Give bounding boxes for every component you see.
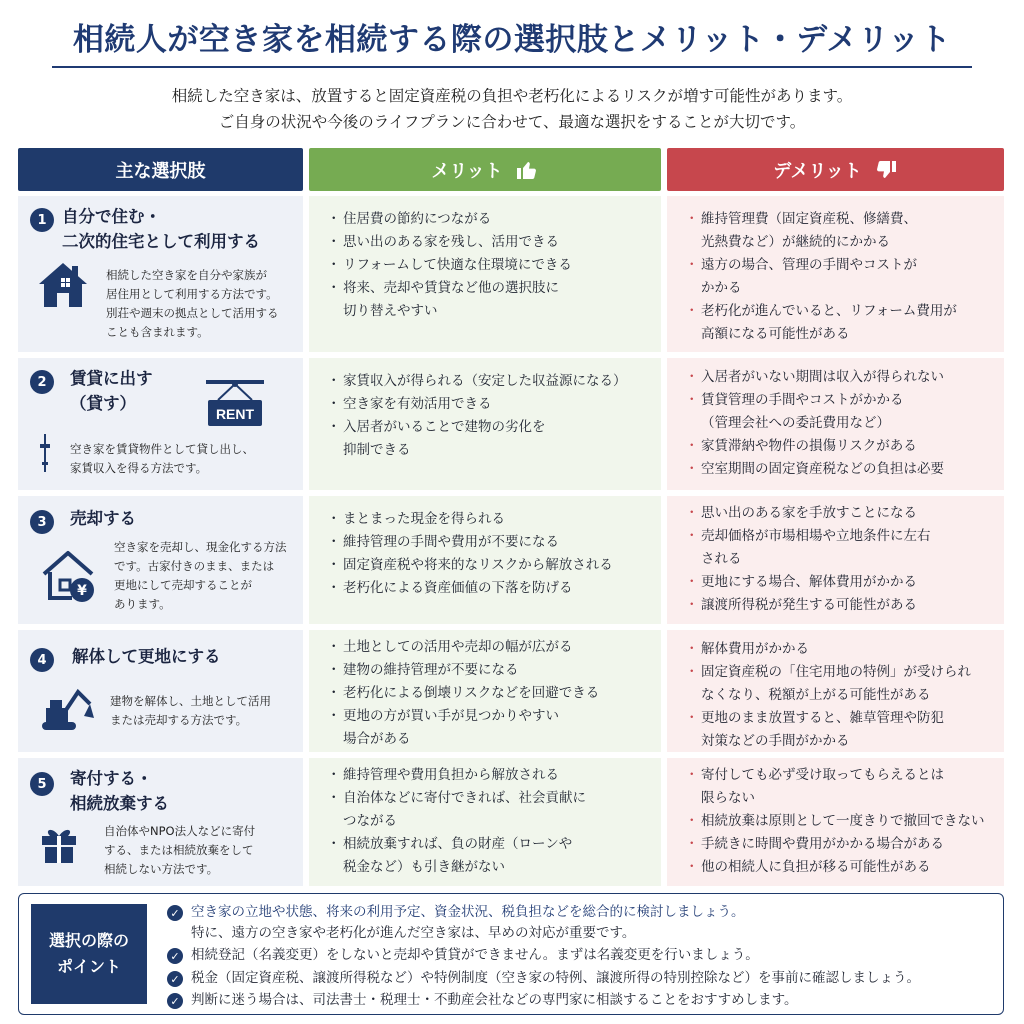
- option-desc-3-line: 空き家を売却し、現金化する方法: [114, 540, 287, 554]
- point-item-1: 空き家の立地や状態、将来の利用予定、資金状況、税負担などを総合的に検討しましょう。: [191, 904, 745, 920]
- merits-list-2: [329, 370, 627, 462]
- option-row-3: [18, 496, 303, 624]
- check-icon: ✓: [167, 971, 183, 987]
- merits-row-2: [309, 358, 661, 490]
- list-item: ・ 更地にする場合、解体費用がかかる: [687, 571, 931, 594]
- list-item: ・ 老朽化による資産価値の下落を防げる: [329, 577, 613, 600]
- demerits-row-4: [667, 630, 1004, 752]
- list-item: ・ 寄付しても必ず受け取ってもらえるとは 限らない: [687, 764, 985, 810]
- list-item: ・ 固定資産税の「住宅用地の特例」が受けられ なくなり、税額が上がる可能性がある: [687, 661, 971, 707]
- option-desc-1-line: ことも含まれます。: [106, 325, 209, 339]
- point-item-3: 税金（固定資産税、譲渡所得税など）や特例制度（空き家の特例、譲渡所得の特別控除など）を事前に確認しましょう。: [191, 970, 920, 986]
- rent-sign-icon: [204, 374, 266, 428]
- option-desc-4: [110, 692, 271, 730]
- option-desc-3: [114, 538, 287, 614]
- demerits-list-2: [687, 366, 944, 481]
- option-title-5: [70, 766, 169, 816]
- option-row-4: [18, 630, 303, 752]
- list-item: ・ 思い出のある家を残し、活用できる: [329, 231, 572, 254]
- option-desc-1-line: 別荘や週末の拠点として活用する: [106, 306, 279, 320]
- option-number-5: 5: [30, 772, 54, 796]
- list-item: ・ 賃貸管理の手間やコストがかかる （管理会社への委託費用など）: [687, 389, 944, 435]
- option-title-2-line-1: 賃貸に出す: [70, 369, 153, 388]
- demerits-list-5: [687, 764, 985, 879]
- point-item-4: 判断に迷う場合は、司法書士・税理士・不動産会社などの専門家に相談することをおすすめします。: [191, 992, 798, 1008]
- list-item: ・ 入居者がいない期間は収入が得られない: [687, 366, 944, 389]
- list-item: ・ 維持管理や費用負担から解放される: [329, 764, 586, 787]
- option-desc-3-line: です。古家付きのまま、または: [114, 559, 275, 573]
- option-title-1-line-2: 二次的住宅として利用する: [62, 232, 260, 251]
- option-desc-5-line: 自治体やNPO法人などに寄付: [104, 824, 256, 838]
- list-item: ・ 更地の方が買い手が見つかりやすい 場合がある: [329, 705, 599, 751]
- demerits-list-4: [687, 638, 971, 753]
- option-desc-1-line: 相続した空き家を自分や家族が: [106, 268, 267, 282]
- check-icon: ✓: [167, 905, 183, 921]
- header-merits-label: メリット: [431, 160, 503, 182]
- option-desc-1-line: 居住用として利用する方法です。: [106, 287, 278, 301]
- intro-line-2: ご自身の状況や今後のライフプランに合わせて、最適な選択をすることが大切です。: [218, 113, 806, 131]
- demerits-row-3: [667, 496, 1004, 624]
- title-divider: [52, 66, 972, 68]
- excavator-icon: [38, 686, 96, 732]
- merits-row-1: [309, 196, 661, 352]
- list-item: ・ 老朽化による倒壊リスクなどを回避できる: [329, 682, 599, 705]
- check-icon: ✓: [167, 993, 183, 1009]
- list-item: ・ まとまった現金を得られる: [329, 508, 613, 531]
- points-label-line-2: ポイント: [56, 957, 121, 976]
- thumbs-up-icon: [515, 158, 539, 182]
- list-item: ・ 思い出のある家を手放すことになる: [687, 502, 931, 525]
- list-item: ・ 遠方の場合、管理の手間やコストが かかる: [687, 254, 957, 300]
- point-item-1-cont: 特に、遠方の空き家や老朽化が進んだ空き家は、早めの対応が重要です。: [191, 925, 636, 941]
- list-item: ・ 解体費用がかかる: [687, 638, 971, 661]
- list-item: ・ 自治体などに寄付できれば、社会貢献に つながる: [329, 787, 586, 833]
- option-desc-1: [106, 266, 279, 342]
- option-desc-3-line: あります。: [114, 597, 171, 611]
- demerits-list-3: [687, 502, 931, 617]
- merits-row-5: [309, 758, 661, 886]
- rent-sign-text: RENT: [215, 406, 255, 422]
- demerits-row-2: [667, 358, 1004, 490]
- merits-row-3: [309, 496, 661, 624]
- option-number-2: 2: [30, 370, 54, 394]
- thumbs-down-icon: [874, 158, 898, 182]
- option-row-5: [18, 758, 303, 886]
- house-yen-icon: [38, 548, 98, 604]
- list-item: ・ 家賃収入が得られる（安定した収益源になる）: [329, 370, 627, 393]
- demerits-list-1: [687, 208, 957, 346]
- option-desc-3-line: 更地にして売却することが: [114, 578, 252, 592]
- option-desc-4-line: または売却する方法です。: [110, 713, 248, 727]
- option-title-1: [62, 204, 260, 254]
- option-number-1: 1: [30, 208, 54, 232]
- merits-list-4: [329, 636, 599, 751]
- selection-points-label: [31, 904, 147, 1004]
- option-desc-5-line: 相続しない方法です。: [104, 862, 219, 876]
- header-options: [18, 148, 303, 191]
- merits-list-1: [329, 208, 572, 323]
- list-item: ・ 将来、売却や賃貸など他の選択肢に 切り替えやすい: [329, 277, 572, 323]
- header-merits: [309, 148, 661, 191]
- key-icon: [38, 432, 52, 474]
- option-desc-4-line: 建物を解体し、土地として活用: [110, 694, 271, 708]
- option-title-4: [72, 644, 221, 669]
- list-item: ・ 建物の維持管理が不要になる: [329, 659, 599, 682]
- option-desc-5-line: する、または相続放棄をして: [104, 843, 254, 857]
- option-number-4: 4: [30, 648, 54, 672]
- list-item: ・ 家賃滞納や物件の損傷リスクがある: [687, 435, 944, 458]
- check-icon: ✓: [167, 948, 183, 964]
- option-title-2-line-2: （貸す）: [70, 394, 136, 413]
- merits-list-3: [329, 508, 613, 600]
- option-desc-2: [70, 440, 254, 478]
- list-item: ・ 相続放棄すれば、負の財産（ローンや 税金など）も引き継がない: [329, 833, 586, 879]
- list-item: ・ 住居費の節約につながる: [329, 208, 572, 231]
- option-title-3-line-1: 売却する: [70, 509, 136, 528]
- option-title-5-line-2: 相続放棄する: [70, 794, 169, 813]
- list-item: ・ 空き家を有効活用できる: [329, 393, 627, 416]
- list-item: ・ 土地としての活用や売却の幅が広がる: [329, 636, 599, 659]
- list-item: ・ 相続放棄は原則として一度きりで撤回できない: [687, 810, 985, 833]
- option-desc-2-line: 空き家を賃貸物件として貸し出し、: [70, 442, 254, 456]
- intro-line-1: 相続した空き家は、放置すると固定資産税の負担や老朽化によるリスクが増す可能性があります。: [171, 87, 853, 105]
- points-label-line-1: 選択の際の: [48, 931, 129, 950]
- merits-row-4: [309, 630, 661, 752]
- list-item: ・ 手続きに時間や費用がかかる場合がある: [687, 833, 985, 856]
- list-item: ・ 老朽化が進んでいると、リフォーム費用が 高額になる可能性がある: [687, 300, 957, 346]
- selection-points-box: [18, 893, 1004, 1015]
- header-demerits: [667, 148, 1004, 191]
- demerits-row-1: [667, 196, 1004, 352]
- option-title-1-line-1: 自分で住む・: [62, 207, 161, 226]
- list-item: ・ 売却価格が市場相場や立地条件に左右 される: [687, 525, 931, 571]
- list-item: ・ 他の相続人に負担が移る可能性がある: [687, 856, 985, 879]
- list-item: ・ 固定資産税や将来的なリスクから解放される: [329, 554, 613, 577]
- merits-list-5: [329, 764, 586, 879]
- list-item: ・ 入居者がいることで建物の劣化を 抑制できる: [329, 416, 627, 462]
- house-icon: [36, 260, 90, 310]
- header-options-label: 主な選択肢: [115, 160, 206, 182]
- point-item-2: 相続登記（名義変更）をしないと売却や賃貸ができません。まずは名義変更を行いましょう。: [191, 947, 759, 963]
- option-number-3: 3: [30, 510, 54, 534]
- option-title-3: [70, 506, 136, 531]
- header-demerits-label: デメリット: [773, 160, 862, 182]
- svg-text:¥: ¥: [77, 583, 87, 599]
- list-item: ・ 譲渡所得税が発生する可能性がある: [687, 594, 931, 617]
- demerits-row-5: [667, 758, 1004, 886]
- list-item: ・ 空室期間の固定資産税などの負担は必要: [687, 458, 944, 481]
- option-title-4-line-1: 解体して更地にする: [72, 647, 221, 666]
- page-title: 相続人が空き家を相続する際の選択肢とメリット・デメリット: [72, 22, 952, 58]
- option-desc-2-line: 家賃収入を得る方法です。: [70, 461, 208, 475]
- list-item: ・ リフォームして快適な住環境にできる: [329, 254, 572, 277]
- list-item: ・ 維持管理の手間や費用が不要になる: [329, 531, 613, 554]
- option-row-2: [18, 358, 303, 490]
- list-item: ・ 維持管理費（固定資産税、修繕費、 光熱費など）が継続的にかかる: [687, 208, 957, 254]
- option-title-5-line-1: 寄付する・: [70, 769, 153, 788]
- list-item: ・ 更地のまま放置すると、雑草管理や防犯 対策などの手間がかかる: [687, 707, 971, 753]
- option-title-2: [70, 366, 153, 416]
- option-desc-5: [104, 822, 255, 879]
- gift-icon: [40, 824, 78, 864]
- option-row-1: [18, 196, 303, 352]
